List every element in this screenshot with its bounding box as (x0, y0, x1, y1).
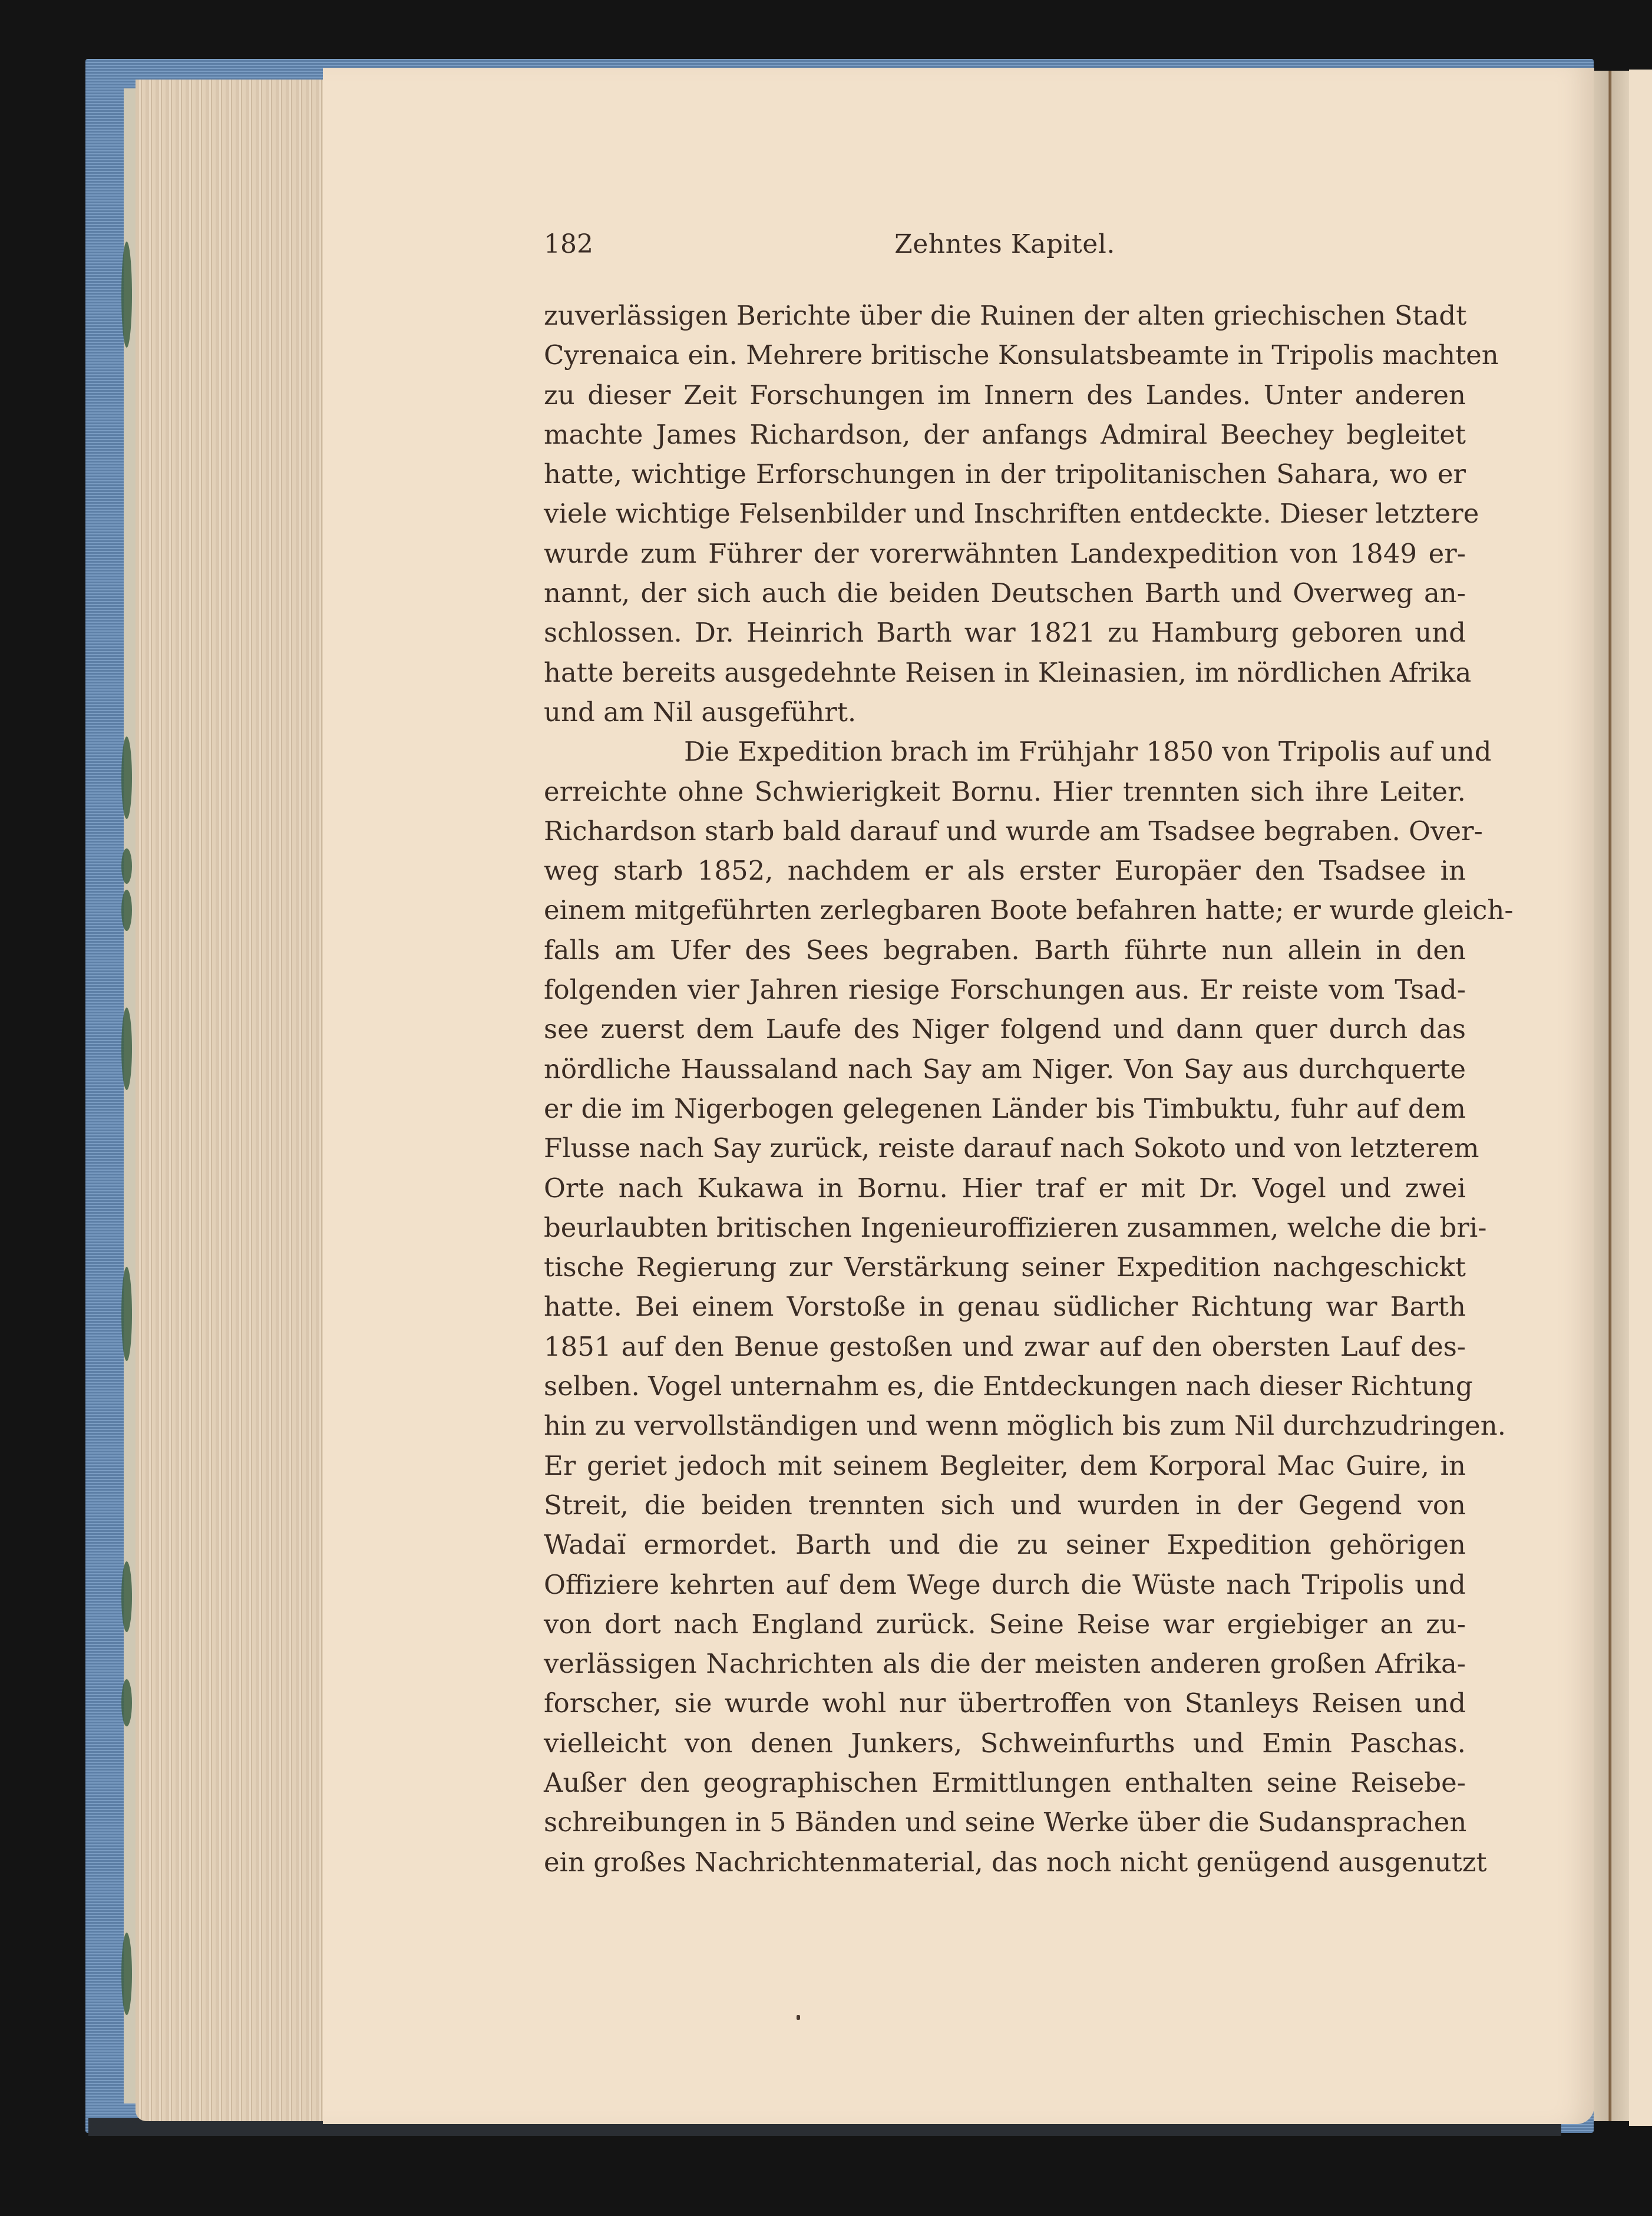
text-line: Offiziere kehrten auf dem Wege durch die Wüste nach Tripolis und (544, 1568, 1466, 1600)
text-line: folgenden vier Jahren riesige Forschungen aus. Er reiste vom Tsad- (544, 974, 1466, 1006)
text-line: weg starb 1852, nachdem er als erster Europäer den Tsadsee in (544, 855, 1466, 887)
text-line: see zuerst dem Laufe des Niger folgend und dann quer durch das (544, 1013, 1466, 1045)
text-line: falls am Ufer des Sees begraben. Barth führte nun allein in den (544, 934, 1466, 966)
page-edges-stack (136, 80, 323, 2121)
leaf-ornament-icon (121, 1267, 132, 1361)
text-line: er die im Nigerbogen gelegenen Länder bis Timbuktu, fuhr auf dem (544, 1092, 1466, 1124)
text-line: Wadaï ermordet. Barth und die zu seiner Expedition gehörigen (544, 1529, 1466, 1561)
text-line: nannt, der sich auch die beiden Deutschen Barth und Overweg an- (544, 577, 1466, 609)
text-line: hin zu vervollständigen und wenn möglich bis zum Nil durchzudringen. (544, 1410, 1506, 1442)
chapter-title: Zehntes Kapitel. (894, 229, 1115, 259)
leaf-ornament-icon (121, 242, 132, 348)
endpaper (124, 88, 136, 2103)
text-line: erreichte ohne Schwierigkeit Bornu. Hier trennten sich ihre Leiter. (544, 775, 1466, 807)
page-text-block (544, 224, 1514, 1882)
text-line: schreibungen in 5 Bänden und seine Werke über die Sudansprachen (544, 1807, 1467, 1838)
text-line: Cyrenaica ein. Mehrere britische Konsulatsbeamte in Tripolis machten (544, 339, 1499, 371)
leaf-ornament-icon (121, 1008, 132, 1090)
facing-page-edge (1629, 70, 1652, 2126)
text-line: ein großes Nachrichtenmaterial, das noch nicht genügend ausgenutzt (544, 1846, 1487, 1878)
text-line: Außer den geographischen Ermittlungen enthalten seine Reisebe- (544, 1766, 1466, 1798)
leaf-ornament-icon (121, 737, 132, 819)
text-line: einem mitgeführten zerlegbaren Boote befahren hatte; er wurde gleich- (544, 894, 1514, 926)
text-line: nördliche Haussaland nach Say am Niger. Von Say aus durchquerte (544, 1053, 1466, 1085)
text-line: beurlaubten britischen Ingenieuroffizieren zusammen, welche die bri- (544, 1211, 1487, 1243)
text-line: Orte nach Kukawa in Bornu. Hier traf er mit Dr. Vogel und zwei (544, 1172, 1466, 1204)
text-line: wurde zum Führer der vorerwähnten Landexpedition von 1849 er- (544, 537, 1466, 569)
page-mark (797, 2015, 800, 2020)
leaf-ornament-icon (121, 848, 132, 884)
text-line: zuverlässigen Berichte über die Ruinen der alten griechischen Stadt (544, 300, 1467, 331)
text-line: tische Regierung zur Verstärkung seiner Expedition nachgeschickt (544, 1251, 1466, 1283)
text-line: Die Expedition brach im Frühjahr 1850 von Tripolis auf und (684, 736, 1492, 768)
text-line: Flusse nach Say zurück, reiste darauf nach Sokoto und von letzterem (544, 1132, 1479, 1164)
text-line: hatte. Bei einem Vorstoße in genau südlicher Richtung war Barth (544, 1291, 1466, 1323)
text-line: vielleicht von denen Junkers, Schweinfurths und Emin Paschas. (544, 1727, 1466, 1759)
text-line: viele wichtige Felsenbilder und Inschriften entdeckte. Dieser letztere (544, 498, 1479, 530)
text-line: 1851 auf den Benue gestoßen und zwar auf den obersten Lauf des- (544, 1330, 1466, 1362)
book-gutter (1594, 71, 1629, 2121)
text-line: und am Nil ausgeführt. (544, 696, 857, 728)
text-line: Streit, die beiden trennten sich und wurden in der Gegend von (544, 1489, 1466, 1521)
text-line: machte James Richardson, der anfangs Admiral Beechey begleitet (544, 418, 1466, 450)
text-line: Richardson starb bald darauf und wurde am Tsadsee begraben. Over- (544, 815, 1483, 847)
body-text (544, 296, 1514, 1882)
text-line: selben. Vogel unternahm es, die Entdeckungen nach dieser Richtung (544, 1370, 1473, 1402)
text-line: von dort nach England zurück. Seine Reise war ergiebiger an zu- (544, 1608, 1466, 1640)
leaf-ornament-icon (121, 1933, 132, 2015)
running-head (544, 224, 1466, 265)
text-line: forscher, sie wurde wohl nur übertroffen von Stanleys Reisen und (544, 1687, 1466, 1719)
text-line: hatte, wichtige Erforschungen in der tripolitanischen Sahara, wo er (544, 458, 1466, 490)
page-number: 182 (544, 229, 593, 259)
leaf-ornament-icon (121, 1679, 132, 1726)
leaf-ornament-icon (121, 1561, 132, 1632)
text-line: verlässigen Nachrichten als die der meisten anderen großen Afrika- (544, 1648, 1466, 1680)
leaf-ornament-icon (121, 890, 132, 931)
text-line: schlossen. Dr. Heinrich Barth war 1821 zu Hamburg geboren und (544, 617, 1466, 649)
text-line: hatte bereits ausgedehnte Reisen in Kleinasien, im nördlichen Afrika (544, 656, 1472, 688)
text-line: zu dieser Zeit Forschungen im Innern des Landes. Unter anderen (544, 379, 1466, 411)
text-line: Er geriet jedoch mit seinem Begleiter, dem Korporal Mac Guire, in (544, 1449, 1466, 1481)
